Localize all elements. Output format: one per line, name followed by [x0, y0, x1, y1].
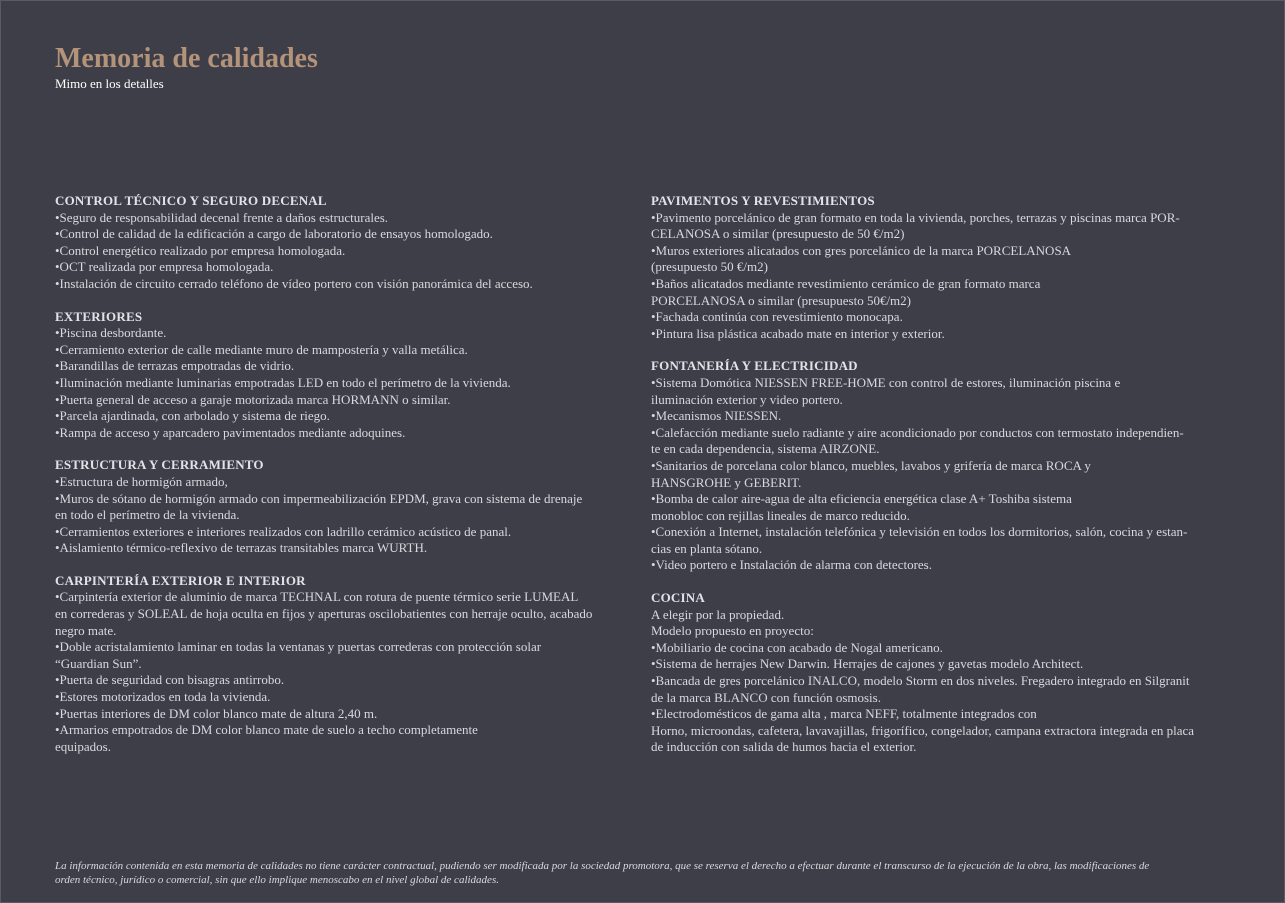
section-title: CARPINTERÍA EXTERIOR E INTERIOR — [55, 572, 306, 588]
section — [55, 309, 625, 442]
section-line: •Fachada continúa con revestimiento monocapa. — [651, 309, 903, 325]
section-line: en todo el perímetro de la vivienda. — [55, 507, 240, 523]
section-line: equipados. — [55, 738, 111, 754]
header — [55, 42, 318, 92]
section-line: Modelo propuesto en proyecto: — [651, 623, 814, 639]
section-line: •Seguro de responsabilidad decenal frente a daños estructurales. — [55, 209, 389, 225]
section-line: •Pavimento porcelánico de gran formato en toda la vivienda, porches, terrazas y piscinas marca POR- — [651, 209, 1180, 225]
section-line: •Doble acristalamiento laminar en todas la ventanas y puertas correderas con protección solar — [55, 639, 542, 655]
section-title: COCINA — [651, 590, 705, 606]
section-line: “Guardian Sun”. — [55, 655, 142, 671]
section-line: •Instalación de circuito cerrado teléfono de vídeo portero con visión panorámica del acceso. — [55, 275, 533, 291]
section-line: •Sistema de herrajes New Darwin. Herrajes de cajones y gavetas modelo Architect. — [651, 656, 1084, 672]
section-line: •Mobiliario de cocina con acabado de Nogal americano. — [651, 639, 943, 655]
section-line: •OCT realizada por empresa homologada. — [55, 259, 274, 275]
section-line: •Iluminación mediante luminarias empotradas LED en todo el perímetro de la vivienda. — [55, 374, 511, 390]
section-line: •Calefacción mediante suelo radiante y aire acondicionado por conductos con termostato independien- — [651, 424, 1184, 440]
disclaimer-line: orden técnico, jurídico o comercial, sin que ello implique menoscabo en el nivel global de calidades. — [55, 874, 499, 886]
section-line: de la marca BLANCO con función osmosis. — [651, 689, 881, 705]
section-line: monobloc con rejillas lineales de marco reducido. — [651, 507, 910, 523]
section-line: •Mecanismos NIESSEN. — [651, 408, 782, 424]
section-line: •Muros exteriores alicatados con gres porcelánico de la marca PORCELANOSA — [651, 242, 1072, 258]
section-line: •Muros de sótano de hormigón armado con impermeabilización EPDM, grava con sistema de drenaje — [55, 490, 583, 506]
section-title: EXTERIORES — [55, 308, 143, 324]
section-line: te en cada dependencia, sistema AIRZONE. — [651, 441, 880, 457]
section-line: •Control de calidad de la edificación a cargo de laboratorio de ensayos homologado. — [55, 226, 493, 242]
section-line: •Barandillas de terrazas empotradas de vidrio. — [55, 358, 295, 374]
section-title: FONTANERÍA Y ELECTRICIDAD — [651, 358, 858, 374]
section-line: •Puerta de seguridad con bisagras antirrobo. — [55, 672, 285, 688]
section-line: •Pintura lisa plástica acabado mate en interior y exterior. — [651, 325, 945, 341]
section-line: •Aislamiento térmico-reflexivo de terrazas transitables marca WURTH. — [55, 540, 428, 556]
section-line: •Estructura de hormigón armado, — [55, 473, 228, 489]
disclaimer-line: La información contenida en esta memoria de calidades no tiene carácter contractual, pudiendo ser modificada por la sociedad promotora, que se reserva el derecho a efectuar durante el transcurso de la ejecución de la obra, las modificaciones de — [55, 860, 1150, 872]
section-line: •Armarios empotrados de DM color blanco mate de suelo a techo completamente — [55, 722, 478, 738]
section-line: •Puertas interiores de DM color blanco mate de altura 2,40 m. — [55, 705, 378, 721]
section-line: •Control energético realizado por empresa homologada. — [55, 242, 346, 258]
disclaimer — [55, 859, 1235, 887]
section-line: •Rampa de acceso y aparcadero pavimentados mediante adoquines. — [55, 424, 406, 440]
section-title: ESTRUCTURA Y CERRAMIENTO — [55, 457, 264, 473]
section-line: A elegir por la propiedad. — [651, 606, 785, 622]
section — [55, 457, 625, 557]
section-title: CONTROL TÉCNICO Y SEGURO DECENAL — [55, 193, 327, 208]
section-line: CELANOSA o similar (presupuesto de 50 €/m2) — [651, 226, 905, 242]
section-line: iluminación exterior y video portero. — [651, 391, 843, 407]
section-line: en correderas y SOLEAL de hoja oculta en fijos y aperturas oscilobatientes con herraje oculto, acabado — [55, 606, 593, 622]
section-line: •Cerramiento exterior de calle mediante muro de mampostería y valla metálica. — [55, 341, 468, 357]
section-line: Horno, microondas, cafetera, lavavajillas, frigorífico, congelador, campana extractora integrada en placa — [651, 722, 1195, 738]
section-line: •Sistema Domótica NIESSEN FREE-HOME con control de estores, iluminación piscina e — [651, 374, 1121, 390]
section-line: •Bomba de calor aire-agua de alta eficiencia energética clase A+ Toshiba sistema — [651, 491, 1072, 507]
section-line: de inducción con salida de humos hacia el exterior. — [651, 739, 917, 755]
section-line: •Conexión a Internet, instalación telefónica y televisión en todos los dormitorios, salón, cocina y estan- — [651, 524, 1188, 540]
section — [651, 358, 1231, 574]
section-line: •Parcela ajardinada, con arbolado y sistema de riego. — [55, 408, 330, 424]
left-column — [55, 193, 625, 771]
right-column — [651, 193, 1231, 772]
section — [651, 193, 1231, 342]
section-line: •Bancada de gres porcelánico INALCO, modelo Storm en dos niveles. Fregadero integrado en Silgranit — [651, 673, 1190, 689]
section-line: •Puerta general de acceso a garaje motorizada marca HORMANN o similar. — [55, 391, 451, 407]
section-line: •Electrodomésticos de gama alta , marca NEFF, totalmente integrados con — [651, 706, 1037, 722]
page-title: Memoria de calidades — [55, 43, 318, 74]
section-line: PORCELANOSA o similar (presupuesto 50€/m2) — [651, 292, 911, 308]
section — [55, 573, 625, 756]
section-line: negro mate. — [55, 622, 117, 638]
section-line: •Cerramientos exteriores e interiores realizados con ladrillo cerámico acústico de panal. — [55, 523, 512, 539]
section — [55, 193, 625, 293]
section-line: HANSGROHE y GEBERIT. — [651, 474, 802, 490]
section-line: (presupuesto 50 €/m2) — [651, 259, 768, 275]
section-line: •Carpintería exterior de aluminio de marca TECHNAL con rotura de puente térmico serie LUMEAL — [55, 589, 579, 605]
section — [651, 590, 1231, 756]
section-line: •Baños alicatados mediante revestimiento cerámico de gran formato marca — [651, 275, 1041, 291]
section-title: PAVIMENTOS Y REVESTIMIENTOS — [651, 193, 875, 208]
section-line: •Video portero e Instalación de alarma con detectores. — [651, 557, 932, 573]
section-line: •Piscina desbordante. — [55, 325, 167, 341]
section-line: •Estores motorizados en toda la vivienda. — [55, 689, 271, 705]
page-subtitle: Mimo en los detalles — [55, 76, 164, 91]
section-line: cias en planta sótano. — [651, 540, 763, 556]
section-line: •Sanitarios de porcelana color blanco, muebles, lavabos y grifería de marca ROCA y — [651, 457, 1091, 473]
